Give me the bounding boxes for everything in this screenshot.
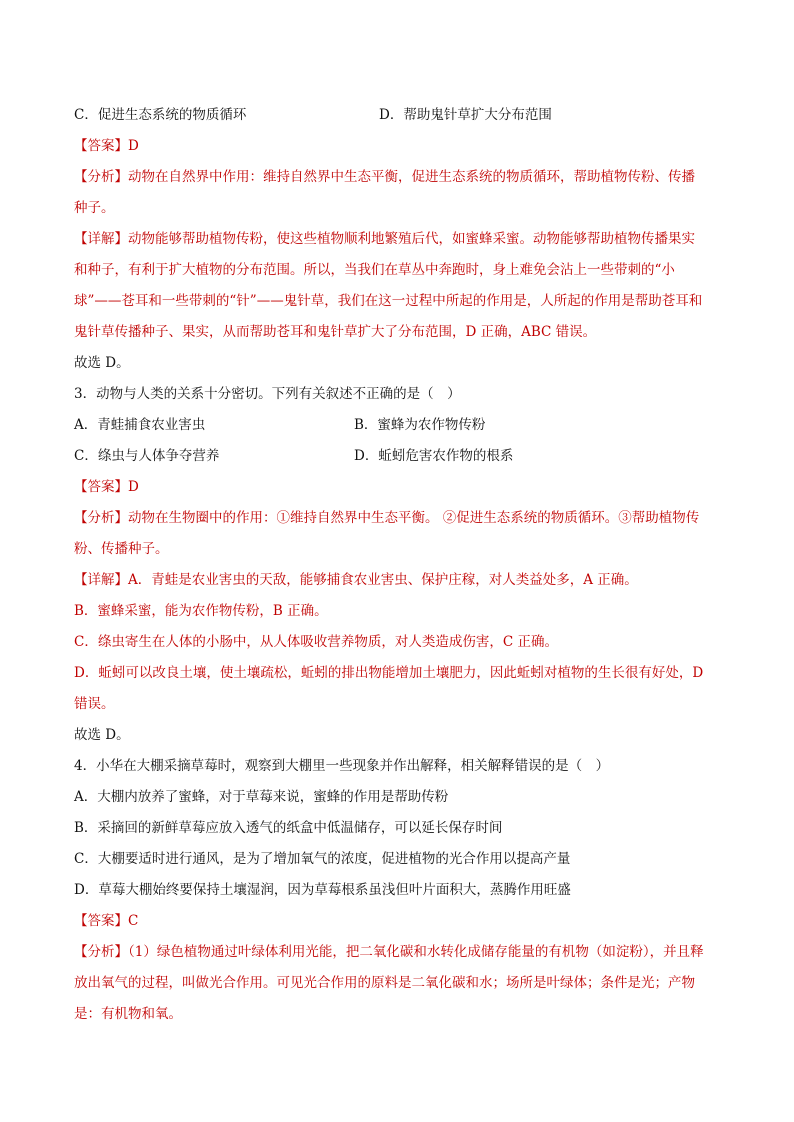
q3-detail-d-line-1: D．蚯蚓可以改良土壤，使土壤疏松，蚯蚓的排出物能增加土壤肥力，因此蚯蚓对植物的生长很有好处，D bbox=[74, 665, 704, 681]
q3-option-c: C．绦虫与人体争夺营养 bbox=[74, 448, 220, 464]
q3-answer bbox=[74, 472, 722, 503]
answer-value: D bbox=[128, 479, 139, 495]
analysis-text: 动物在生物圈中的作用：①维持自然界中生态平衡。 ②促进生态系统的物质循环。③帮助植物传 bbox=[128, 510, 700, 526]
q4-analysis-line-3: 是：有机物和氧。 bbox=[74, 1006, 182, 1022]
q2-option-d: D．帮助鬼针草扩大分布范围 bbox=[379, 107, 552, 123]
q3-option-a: A．青蛙捕食农业害虫 bbox=[74, 417, 206, 433]
answer-tag: 【答案】 bbox=[74, 138, 128, 154]
detail-text: 动物能够帮助植物传粉，使这些植物顺利地繁殖后代，如蜜蜂采蜜。动物能够帮助植物传播果实 bbox=[128, 231, 695, 247]
q4-option-c: C．大棚要适时进行通风，是为了增加氧气的浓度，促进植物的光合作用以提高产量 bbox=[74, 851, 571, 867]
detail-tag: 【详解】 bbox=[74, 572, 128, 588]
q3-options-cd bbox=[74, 441, 722, 472]
answer-tag: 【答案】 bbox=[74, 913, 128, 929]
q4-option-a: A．大棚内放养了蜜蜂，对于草莓来说，蜜蜂的作用是帮助传粉 bbox=[74, 789, 449, 805]
q2-conclusion: 故选 D。 bbox=[74, 355, 130, 371]
q2-options-cd bbox=[74, 100, 722, 131]
detail-text: A．青蛙是农业害虫的天敌，能够捕食农业害虫、保护庄稼，对人类益处多，A 正确。 bbox=[128, 572, 638, 588]
q3-option-d: D．蚯蚓危害农作物的根系 bbox=[354, 448, 514, 464]
q3-analysis-line-2: 粉、传播种子。 bbox=[74, 541, 169, 557]
answer-tag: 【答案】 bbox=[74, 479, 128, 495]
q3-conclusion: 故选 D。 bbox=[74, 727, 130, 743]
q4-option-b: B．采摘回的新鲜草莓应放入透气的纸盒中低温储存，可以延长保存时间 bbox=[74, 820, 503, 836]
q2-detail-line-3: 球”——苍耳和一些带刺的“针”——鬼针草，我们在这一过程中所起的作用是，人所起的作用是帮助苍耳和 bbox=[74, 293, 703, 309]
detail-tag: 【详解】 bbox=[74, 231, 128, 247]
q3-detail-a bbox=[74, 565, 722, 596]
q2-detail-line-1 bbox=[74, 224, 722, 255]
q4-option-d: D．草莓大棚始终要保持土壤湿润，因为草莓根系虽浅但叶片面积大，蒸腾作用旺盛 bbox=[74, 882, 571, 898]
q4-stem: 4．小华在大棚采摘草莓时，观察到大棚里一些现象并作出解释，相关解释错误的是（ ） bbox=[74, 758, 610, 774]
q3-options-ab bbox=[74, 410, 722, 441]
answer-value: C bbox=[128, 913, 139, 929]
analysis-tag: 【分析】 bbox=[74, 510, 128, 526]
q3-analysis-line-1 bbox=[74, 503, 722, 534]
q3-stem: 3．动物与人类的关系十分密切。下列有关叙述不正确的是（ ） bbox=[74, 386, 461, 402]
analysis-text: （1）绿色植物通过叶绿体利用光能，把二氧化碳和水转化成储存能量的有机物（如淀粉），并且释 bbox=[128, 944, 704, 960]
q2-option-c: C．促进生态系统的物质循环 bbox=[74, 107, 247, 123]
q3-detail-c: C．绦虫寄生在人体的小肠中，从人体吸收营养物质，对人类造成伤害，C 正确。 bbox=[74, 634, 558, 650]
q3-detail-b: B．蜜蜂采蜜，能为农作物传粉，B 正确。 bbox=[74, 603, 328, 619]
analysis-text: 动物在自然界中作用：维持自然界中生态平衡，促进生态系统的物质循环，帮助植物传粉、传播 bbox=[128, 169, 695, 185]
document-content bbox=[74, 100, 722, 1030]
q2-analysis-line-1 bbox=[74, 162, 722, 193]
analysis-tag: 【分析】 bbox=[74, 169, 128, 185]
q2-analysis-line-2: 种子。 bbox=[74, 200, 115, 216]
q3-option-b: B．蜜蜂为农作物传粉 bbox=[354, 417, 486, 433]
q2-detail-line-4: 鬼针草传播种子、果实，从而帮助苍耳和鬼针草扩大了分布范围，D 正确，ABC 错误。 bbox=[74, 324, 597, 340]
analysis-tag: 【分析】 bbox=[74, 944, 128, 960]
q2-detail-line-2: 和种子，有利于扩大植物的分布范围。所以，当我们在草丛中奔跑时，身上难免会沾上一些带刺的“小 bbox=[74, 262, 675, 278]
q4-analysis-line-2: 放出氧气的过程，叫做光合作用。可见光合作用的原料是二氧化碳和水；场所是叶绿体；条件是光；产物 bbox=[74, 975, 695, 991]
answer-value: D bbox=[128, 138, 139, 154]
q2-answer bbox=[74, 131, 722, 162]
q4-analysis-line-1 bbox=[74, 937, 722, 968]
q4-answer bbox=[74, 906, 722, 937]
q3-detail-d-line-2: 错误。 bbox=[74, 696, 115, 712]
